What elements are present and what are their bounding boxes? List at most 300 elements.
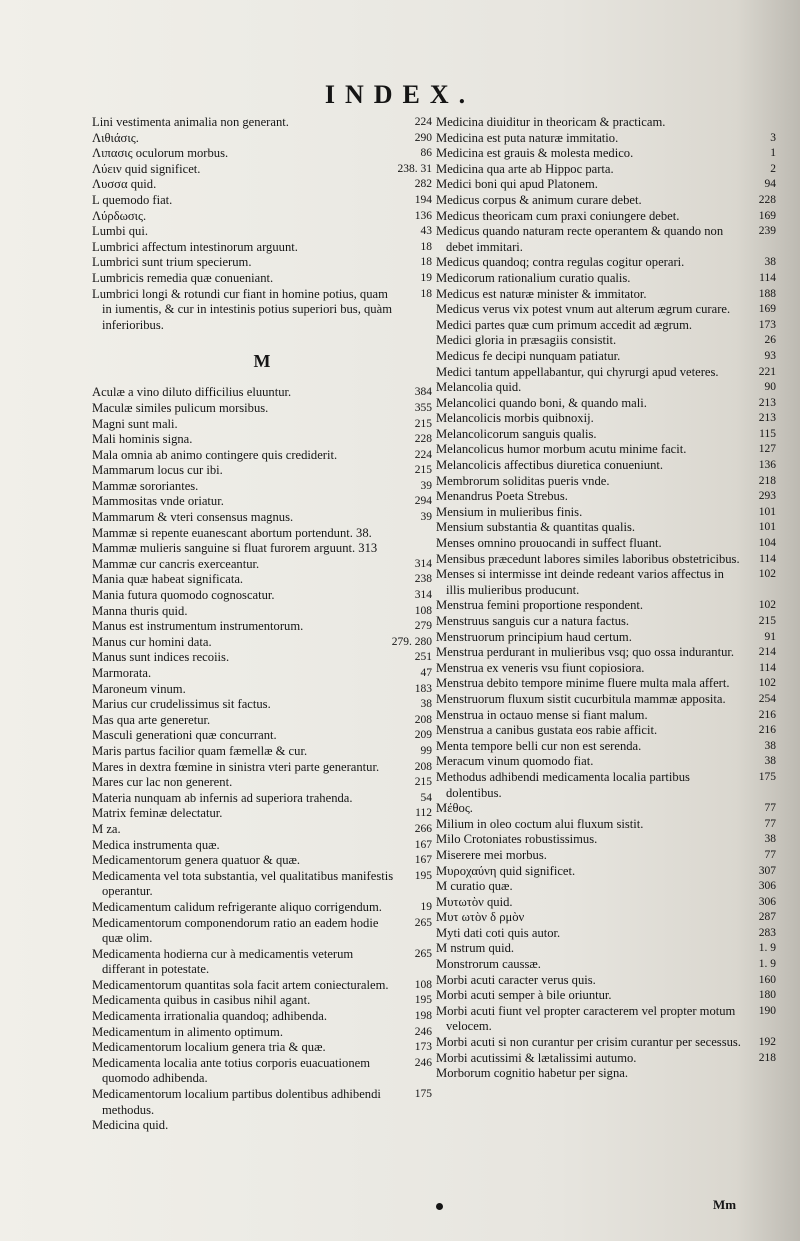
entry-text: Menstrua in octauo mense si fiant malum. (436, 707, 648, 722)
index-entry (436, 146, 776, 162)
entry-page-number: 238. 31 (397, 162, 432, 175)
index-entry (436, 193, 776, 209)
entry-page-number: 355 (414, 401, 432, 414)
index-entry (436, 458, 776, 474)
entry-page-number: 101 (758, 505, 776, 518)
entry-text: Medicamenta irrationalia quandoq; adhibenda. (92, 1009, 327, 1024)
index-entry (436, 177, 776, 193)
index-entry (92, 526, 432, 542)
index-entry (436, 318, 776, 334)
index-entry (436, 879, 776, 895)
entry-page-number: 112 (415, 807, 432, 820)
entry-text: Medici tantum appellabantur, qui chyrurgi apud veteres. (436, 364, 719, 379)
entry-page-number: 39 (420, 511, 432, 524)
index-entry (92, 993, 432, 1009)
index-entry (92, 697, 432, 713)
entry-text: Lumbricis remedia quæ conueniant. (92, 270, 274, 285)
index-entry (436, 817, 776, 833)
index-entry (92, 541, 432, 557)
index-entry (92, 115, 432, 131)
index-entry (436, 957, 776, 973)
entry-page-number: 38 (764, 755, 776, 768)
index-entry (436, 489, 776, 505)
entry-text: Manna thuris quid. (92, 603, 188, 618)
index-entry (436, 910, 776, 926)
entry-text: Medicamenta localia ante totius corporis euacuationem quomodo adhibenda. (92, 1055, 371, 1086)
entry-page-number: 136 (414, 209, 432, 222)
entry-page-number: 283 (758, 926, 776, 939)
entry-text: Medicamenta vel tota substantia, vel qualitatibus manifestis operantur. (92, 868, 394, 899)
index-entry (436, 614, 776, 630)
entry-text: Morborum cognitio habetur per signa. (436, 1066, 629, 1081)
entry-page-number: 213 (758, 396, 776, 409)
index-entry (92, 162, 432, 178)
entry-text: Monstrorum caussæ. (436, 957, 541, 972)
entry-text: Meracum vinum quomodo fiat. (436, 754, 594, 769)
index-entry (436, 754, 776, 770)
entry-page-number: 38 (420, 698, 432, 711)
entry-text: Mares in dextra fœmine in sinistra vteri parte generantur. (92, 759, 380, 774)
index-entry (436, 723, 776, 739)
entry-text: Medicamenta hodierna cur à medicamentis veterum differant in potestate. (92, 946, 354, 977)
entry-text: Mammæ cur cancris exerceantur. (92, 556, 260, 571)
index-entry (92, 978, 432, 994)
entry-text: Membrorum soliditas pueris vnde. (436, 473, 610, 488)
entry-text: Λύρδωσις. (92, 208, 147, 223)
index-entry (436, 567, 776, 598)
entry-page-number: 18 (420, 256, 432, 269)
entry-text: Milo Crotoniates robustissimus. (436, 832, 598, 847)
entry-text: Menta tempore belli cur non est serenda. (436, 738, 642, 753)
entry-text: Μυτωτὸν quid. (436, 894, 513, 909)
index-entry (92, 604, 432, 620)
entry-text: Μυτ ωτὸν δ ρμὸν (436, 910, 525, 925)
entry-page-number: 101 (758, 521, 776, 534)
index-entry (92, 401, 432, 417)
entry-page-number: 215 (758, 615, 776, 627)
entry-page-number: 188 (758, 287, 776, 300)
entry-page-number: 314 (414, 557, 432, 570)
index-entry (92, 947, 432, 978)
entry-text: Medicina est grauis & molesta medico. (436, 146, 634, 161)
entry-page-number: 384 (414, 386, 432, 399)
index-entry (436, 770, 776, 801)
entry-page-number: 228 (414, 433, 432, 446)
entry-text: M curatio quæ. (436, 879, 513, 894)
entry-page-number: 114 (759, 271, 776, 284)
entry-text: Medicus quando naturam recte operantem & quando non debet immitari. (436, 224, 724, 254)
index-entry (436, 598, 776, 614)
entry-page-number: 167 (414, 838, 432, 851)
entry-text: Lini vestimenta animalia non generant. (92, 115, 289, 129)
index-entry (436, 801, 776, 817)
entry-text: Menstrua ex veneris vsu fiunt copiosiora. (436, 660, 645, 675)
page-title: INDEX. (324, 80, 476, 109)
entry-text: Melancolicorum sanguis qualis. (436, 426, 597, 441)
index-entry (92, 682, 432, 698)
entry-page-number: 169 (758, 209, 776, 222)
entry-text: Menses si intermisse int deinde redeant varios affectus in illis mulieribus producunt. (436, 567, 724, 597)
entry-text: Menstrua debito tempore minime fluere multa mala affert. (436, 676, 730, 691)
entry-page-number: 279. 280 (391, 635, 432, 648)
entry-text: Mensium substantia & quantitas qualis. (436, 520, 636, 535)
entry-page-number: 239 (758, 225, 776, 238)
entry-page-number: 3 (770, 131, 776, 144)
entry-text: Medicamentorum componendorum ratio an eadem hodie quæ olim. (92, 915, 379, 946)
index-entry (436, 848, 776, 864)
index-entry (92, 869, 432, 900)
entry-text: Menstrua a canibus gustata eos rabie afficit. (436, 723, 658, 738)
entry-text: Morbi acuti si non curantur per crisim curantur per secessus. (436, 1035, 741, 1050)
entry-page-number: 238 (414, 573, 432, 586)
entry-text: Lumbi qui. (92, 224, 148, 239)
index-entry (92, 271, 432, 287)
entry-page-number: 136 (758, 459, 776, 472)
entry-text: M nstrum quid. (436, 941, 515, 956)
entry-page-number: 293 (758, 490, 776, 503)
entry-text: Mammæ si repente euanescant abortum portendunt. 38. (92, 525, 372, 540)
index-entry (436, 255, 776, 271)
index-entry (436, 630, 776, 646)
index-entry (436, 708, 776, 724)
index-entry (92, 177, 432, 193)
index-entry (92, 744, 432, 760)
entry-text: Menstrua femini proportione respondent. (436, 598, 644, 613)
entry-page-number: 190 (758, 1004, 776, 1017)
index-entry (92, 1040, 432, 1056)
entry-text: Medici boni qui apud Platonem. (436, 177, 598, 192)
index-entry (436, 1051, 776, 1067)
entry-page-number: 169 (758, 303, 776, 316)
entry-page-number: 1. 9 (758, 958, 776, 971)
index-entry (436, 941, 776, 957)
index-entry (436, 333, 776, 349)
entry-text: Mensium in mulieribus finis. (436, 504, 583, 519)
entry-page-number: 26 (764, 334, 776, 347)
entry-page-number: 2 (770, 162, 776, 175)
index-entry (92, 1118, 432, 1134)
entry-text: Maris partus facilior quam fæmellæ & cur. (92, 743, 308, 758)
index-entry (436, 895, 776, 911)
entry-page-number: 294 (414, 495, 432, 508)
index-entry (92, 494, 432, 510)
entry-text: Medicina est puta naturæ immitatio. (436, 130, 619, 145)
entry-page-number: 194 (414, 193, 432, 206)
index-entry (92, 635, 432, 651)
entry-page-number: 224 (414, 448, 432, 461)
index-entry (92, 479, 432, 495)
index-entry (92, 224, 432, 240)
index-entry (436, 380, 776, 396)
index-entry (92, 240, 432, 256)
index-entry (92, 713, 432, 729)
index-entry (436, 832, 776, 848)
index-entry (436, 396, 776, 412)
entry-text: Medicina quid. (92, 1118, 169, 1133)
entry-page-number: 192 (758, 1036, 776, 1049)
index-entry (92, 900, 432, 916)
entry-text: Methodus adhibendi medicamenta localia partibus dolentibus. (436, 769, 690, 800)
entry-page-number: 102 (758, 568, 776, 581)
entry-page-number: 224 (414, 116, 432, 128)
entry-page-number: 77 (764, 817, 776, 830)
index-entry (92, 650, 432, 666)
index-entry (92, 131, 432, 147)
entry-page-number: 1 (770, 147, 776, 160)
entry-text: Magni sunt mali. (92, 416, 178, 431)
entry-text: Μέθος. (436, 801, 473, 816)
index-entry (92, 146, 432, 162)
entry-page-number: 175 (758, 770, 776, 783)
entry-text: Materia nunquam ab infernis ad superiora trahenda. (92, 790, 353, 805)
entry-page-number: 290 (414, 131, 432, 144)
entry-page-number: 228 (758, 193, 776, 206)
entry-text: Melancolicis morbis quibnoxij. (436, 411, 594, 426)
entry-text: Medicamentorum localium partibus dolentibus adhibendi methodus. (92, 1087, 381, 1117)
entry-text: Melancolicus humor morbum acutu minime facit. (436, 442, 687, 457)
entry-page-number: 167 (414, 854, 432, 867)
entry-page-number: 102 (758, 599, 776, 612)
entry-page-number: 213 (758, 412, 776, 425)
entry-page-number: 175 (414, 1088, 432, 1101)
entry-page-number: 306 (758, 895, 776, 908)
entry-page-number: 114 (759, 552, 776, 565)
entry-page-number: 102 (758, 677, 776, 690)
entry-page-number: 209 (414, 729, 432, 742)
entry-text: Marius cur crudelissimus sit factus. (92, 697, 271, 712)
index-entry (92, 728, 432, 744)
entry-text: Medici gloria in præsagiis consistit. (436, 333, 617, 348)
entry-page-number: 215 (414, 417, 432, 430)
index-entry (92, 1056, 432, 1087)
entry-text: Λυσσα quid. (92, 177, 157, 192)
index-entry (436, 645, 776, 661)
entry-text: Manus cur homini data. (92, 634, 212, 649)
index-entry (436, 520, 776, 536)
index-entry (92, 463, 432, 479)
entry-text: Medicus verus vix potest vnum aut alterum ægrum curare. (436, 302, 731, 317)
index-entry (92, 1087, 432, 1118)
entry-text: L quemodo fiat. (92, 192, 173, 207)
index-entry (436, 209, 776, 225)
entry-page-number: 215 (414, 464, 432, 477)
entry-page-number: 214 (758, 646, 776, 659)
entry-page-number: 38 (764, 256, 776, 269)
index-entry (92, 385, 432, 401)
index-entry (92, 287, 432, 334)
entry-page-number: 307 (758, 864, 776, 877)
entry-text: Mammæ mulieris sanguine si fluat furorem arguunt. 313 (92, 541, 378, 556)
index-entry (92, 822, 432, 838)
index-entry (436, 926, 776, 942)
index-entry (436, 411, 776, 427)
entry-text: Maculæ similes pulicum morsibus. (92, 400, 269, 415)
index-entry (92, 193, 432, 209)
entry-text: Medicus corpus & animum curare debet. (436, 192, 642, 207)
entry-page-number: 77 (764, 848, 776, 861)
index-entry (92, 1025, 432, 1041)
entry-text: Menandrus Poeta Strebus. (436, 489, 568, 504)
index-entry (436, 427, 776, 443)
entry-text: Menstruus sanguis cur a natura factus. (436, 614, 630, 628)
entry-text: Medicina diuiditur in theoricam & practicam. (436, 115, 666, 129)
index-entry (436, 287, 776, 303)
entry-text: Medicina qua arte ab Hippoc parta. (436, 161, 614, 176)
entry-page-number: 314 (414, 589, 432, 602)
entry-page-number: 195 (414, 869, 432, 882)
entry-page-number: 91 (764, 630, 776, 643)
entry-text: Menstruorum principium haud certum. (436, 629, 632, 644)
entry-page-number: 173 (758, 318, 776, 331)
entry-page-number: 195 (414, 994, 432, 1007)
entry-text: Matrix feminæ delectatur. (92, 806, 223, 821)
entry-text: Medicamentum in alimento optimum. (92, 1024, 283, 1039)
entry-page-number: 306 (758, 880, 776, 893)
entry-page-number: 38 (764, 833, 776, 846)
entry-page-number: 77 (764, 802, 776, 815)
entry-page-number: 221 (758, 365, 776, 378)
entry-page-number: 86 (420, 147, 432, 160)
entry-text: Medicus fe decipi nunquam patiatur. (436, 348, 621, 363)
entry-page-number: 266 (414, 822, 432, 835)
right-index-column (436, 115, 776, 1082)
index-entry (92, 619, 432, 635)
entry-page-number: 104 (758, 537, 776, 550)
entry-page-number: 39 (420, 479, 432, 492)
signature-mark: Mm (713, 1197, 737, 1212)
index-entry (92, 806, 432, 822)
entry-text: Λύειν quid significet. (92, 161, 201, 176)
index-entry (436, 1004, 776, 1035)
entry-text: Mensibus præcedunt labores similes laboribus obstetricibus. (436, 551, 740, 566)
entry-text: Mania futura quomodo cognoscatur. (92, 588, 275, 603)
entry-page-number: 246 (414, 1025, 432, 1038)
index-entry (92, 775, 432, 791)
index-entry (436, 302, 776, 318)
entry-page-number: 282 (414, 178, 432, 191)
index-entry (436, 1035, 776, 1051)
entry-text: Medicus quandoq; contra regulas cogitur operari. (436, 255, 685, 270)
index-entry (436, 864, 776, 880)
index-entry (92, 853, 432, 869)
entry-text: Medicamenta quibus in casibus nihil agant. (92, 993, 311, 1008)
entry-text: Medicus est naturæ minister & immitator. (436, 286, 647, 301)
entry-text: Mares cur lac non generent. (92, 775, 233, 790)
entry-page-number: 246 (414, 1056, 432, 1069)
index-entry (92, 417, 432, 433)
entry-text: Medicamentorum genera quatuor & quæ. (92, 853, 301, 868)
entry-text: Miserere mei morbus. (436, 847, 547, 862)
entry-text: Melancolicis affectibus diuretica conueniunt. (436, 458, 664, 473)
entry-text: Menses omnino prouocandi in suffect fluant. (436, 536, 662, 551)
entry-text: Lumbrici sunt trium specierum. (92, 255, 252, 270)
entry-page-number: 19 (420, 271, 432, 284)
entry-page-number: 93 (764, 349, 776, 362)
index-entry (436, 973, 776, 989)
entry-text: Morbi acuti semper à bile oriuntur. (436, 988, 612, 1003)
entry-text: Medicus theoricam cum praxi coniungere debet. (436, 208, 680, 223)
index-entry (92, 510, 432, 526)
index-entry (436, 349, 776, 365)
entry-text: Masculi generationi quæ concurrant. (92, 728, 277, 743)
entry-text: Mammositas vnde oriatur. (92, 494, 224, 509)
entry-page-number: 173 (414, 1041, 432, 1054)
entry-text: Mammarum locus cur ibi. (92, 463, 223, 478)
index-entry (436, 676, 776, 692)
index-entry (436, 505, 776, 521)
index-entry (436, 692, 776, 708)
entry-text: Melancolici quando boni, & quando mali. (436, 395, 647, 410)
entry-text: Mas qua arte generetur. (92, 712, 211, 727)
entry-text: Medicamentorum localium genera tria & quæ. (92, 1040, 326, 1055)
index-entry (436, 115, 776, 131)
index-entry (436, 131, 776, 147)
entry-text: Manus est instrumentum instrumentorum. (92, 619, 304, 634)
index-entry (436, 739, 776, 755)
entry-text: Medicamentorum quantitas sola facit artem coniecturalem. (92, 977, 389, 992)
entry-page-number: 127 (758, 443, 776, 456)
entry-page-number: 54 (420, 791, 432, 804)
entry-text: Mania quæ habeat significata. (92, 572, 244, 587)
entry-text: Lumbrici longi & rotundi cur fiant in homine potius, quam in iumentis, & cur in intestinis potius superiori bus, quàm inferioribus. (92, 286, 392, 332)
page-dot-mark (436, 1203, 443, 1210)
entry-page-number: 90 (764, 381, 776, 394)
entry-page-number: 265 (414, 947, 432, 960)
entry-text: Μυροχαύνη quid significet. (436, 863, 576, 878)
index-entry (436, 988, 776, 1004)
entry-text: Λιπασις oculorum morbus. (92, 146, 229, 161)
entry-page-number: 108 (414, 604, 432, 617)
left-index-column (92, 115, 432, 1134)
index-entry (92, 588, 432, 604)
entry-page-number: 218 (758, 1051, 776, 1064)
index-entry (92, 791, 432, 807)
entry-text: Morbi acuti caracter verus quis. (436, 972, 596, 987)
entry-page-number: 198 (414, 1010, 432, 1023)
entry-page-number: 94 (764, 178, 776, 191)
entry-page-number: 99 (420, 744, 432, 757)
entry-text: Marmorata. (92, 666, 152, 680)
entry-text: Melancolia quid. (436, 380, 522, 395)
entry-page-number: 279 (414, 620, 432, 633)
entry-text: Menstrua perdurant in mulieribus vsq; quo ossa indurantur. (436, 645, 735, 660)
entry-page-number: 216 (758, 724, 776, 737)
entry-page-number: 38 (764, 739, 776, 752)
entry-page-number: 215 (414, 776, 432, 789)
index-entry (436, 224, 776, 255)
index-entry (436, 661, 776, 677)
entry-page-number: 287 (758, 911, 776, 924)
index-entry (92, 916, 432, 947)
entry-text: Milium in oleo coctum alui fluxum sistit. (436, 816, 644, 831)
entry-text: Maroneum vinum. (92, 681, 186, 696)
index-entry (92, 666, 432, 682)
entry-page-number: 18 (420, 240, 432, 253)
index-entry (436, 271, 776, 287)
index-entry (92, 557, 432, 573)
entry-text: Myti dati coti quis autor. (436, 925, 561, 940)
entry-page-number: 254 (758, 692, 776, 705)
entry-text: Aculæ a vino diluto difficilius eluuntur. (92, 385, 292, 400)
section-letter: M (253, 351, 271, 372)
entry-page-number: 183 (414, 682, 432, 695)
index-entry (92, 1009, 432, 1025)
entry-page-number: 47 (420, 667, 432, 679)
entry-text: Morbi acutissimi & lætalissimi autumo. (436, 1050, 637, 1065)
entry-text: Mammæ sororiantes. (92, 478, 199, 493)
entry-text: Mala omnia ab animo contingere quis crediderit. (92, 447, 338, 462)
index-entry (92, 760, 432, 776)
